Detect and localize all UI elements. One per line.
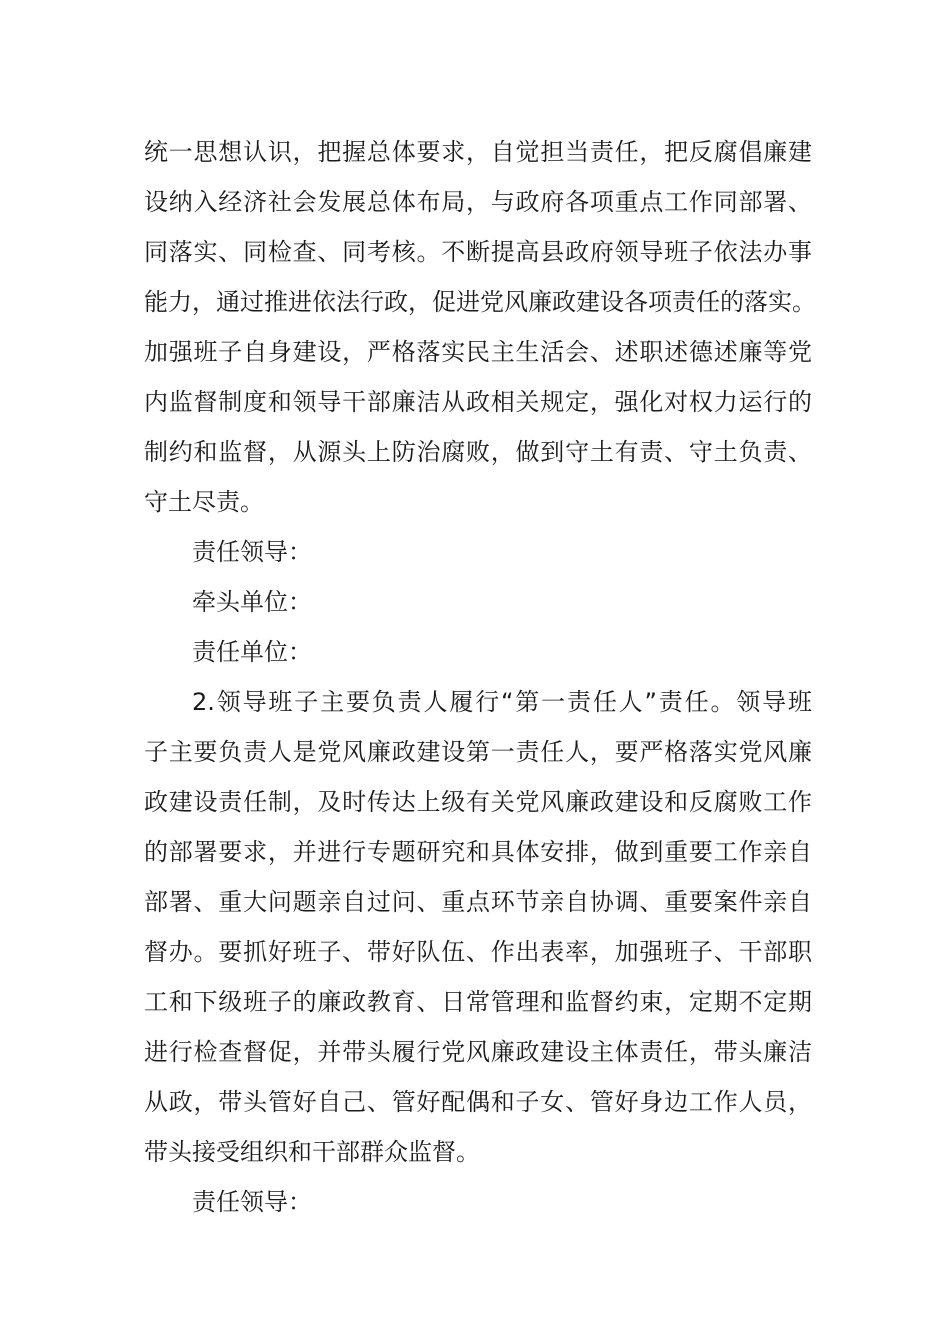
paragraph-line: 的部署要求，并进行专题研究和具体安排，做到重要工作亲自 xyxy=(144,838,812,866)
paragraph-line: 能力，通过推进依法行政，促进党风廉政建设各项责任的落实。 xyxy=(144,288,816,316)
paragraph-line: 守土尽责。 xyxy=(144,488,264,516)
paragraph-line: 设纳入经济社会发展总体布局，与政府各项重点工作同部署、 xyxy=(144,188,812,216)
responsible-unit-label: 责任单位： xyxy=(192,638,312,666)
paragraph-line: 督办。要抓好班子、带好队伍、作出表率，加强班子、干部职 xyxy=(144,938,812,966)
paragraph-line: 政建设责任制，及时传达上级有关党风廉政建设和反腐败工作 xyxy=(144,788,812,816)
paragraph-2 xyxy=(144,677,812,1177)
paragraph-line: 统一思想认识，把握总体要求，自觉担当责任，把反腐倡廉建 xyxy=(144,138,812,166)
paragraph-1 xyxy=(144,127,816,527)
document-body xyxy=(144,127,816,1227)
responsible-leader-label: 责任领导： xyxy=(192,1188,312,1216)
paragraph-line: 工和下级班子的廉政教育、日常管理和监督约束，定期不定期 xyxy=(144,988,812,1016)
paragraph-line: 加强班子自身建设，严格落实民主生活会、述职述德述廉等党 xyxy=(144,338,812,366)
responsible-leader-label: 责任领导： xyxy=(192,538,312,566)
paragraph-line: 子主要负责人是党风廉政建设第一责任人，要严格落实党风廉 xyxy=(144,738,812,766)
paragraph-line: 内监督制度和领导干部廉洁从政相关规定，强化对权力运行的 xyxy=(144,388,812,416)
paragraph-line: 从政，带头管好自己、管好配偶和子女、管好身边工作人员， xyxy=(144,1088,812,1116)
paragraph-line: 部署、重大问题亲自过问、重点环节亲自协调、重要案件亲自 xyxy=(144,888,812,916)
paragraph-line: 进行检查督促，并带头履行党风廉政建设主体责任，带头廉洁 xyxy=(144,1038,812,1066)
paragraph-line: 带头接受组织和干部群众监督。 xyxy=(144,1138,480,1166)
paragraph-line: 2.领导班子主要负责人履行“第一责任人”责任。领导班 xyxy=(192,688,812,716)
paragraph-line: 同落实、同检查、同考核。不断提高县政府领导班子依法办事 xyxy=(144,238,812,266)
paragraph-line: 制约和监督，从源头上防治腐败，做到守土有责、守土负责、 xyxy=(144,438,812,466)
lead-unit-label: 牵头单位： xyxy=(192,588,312,616)
